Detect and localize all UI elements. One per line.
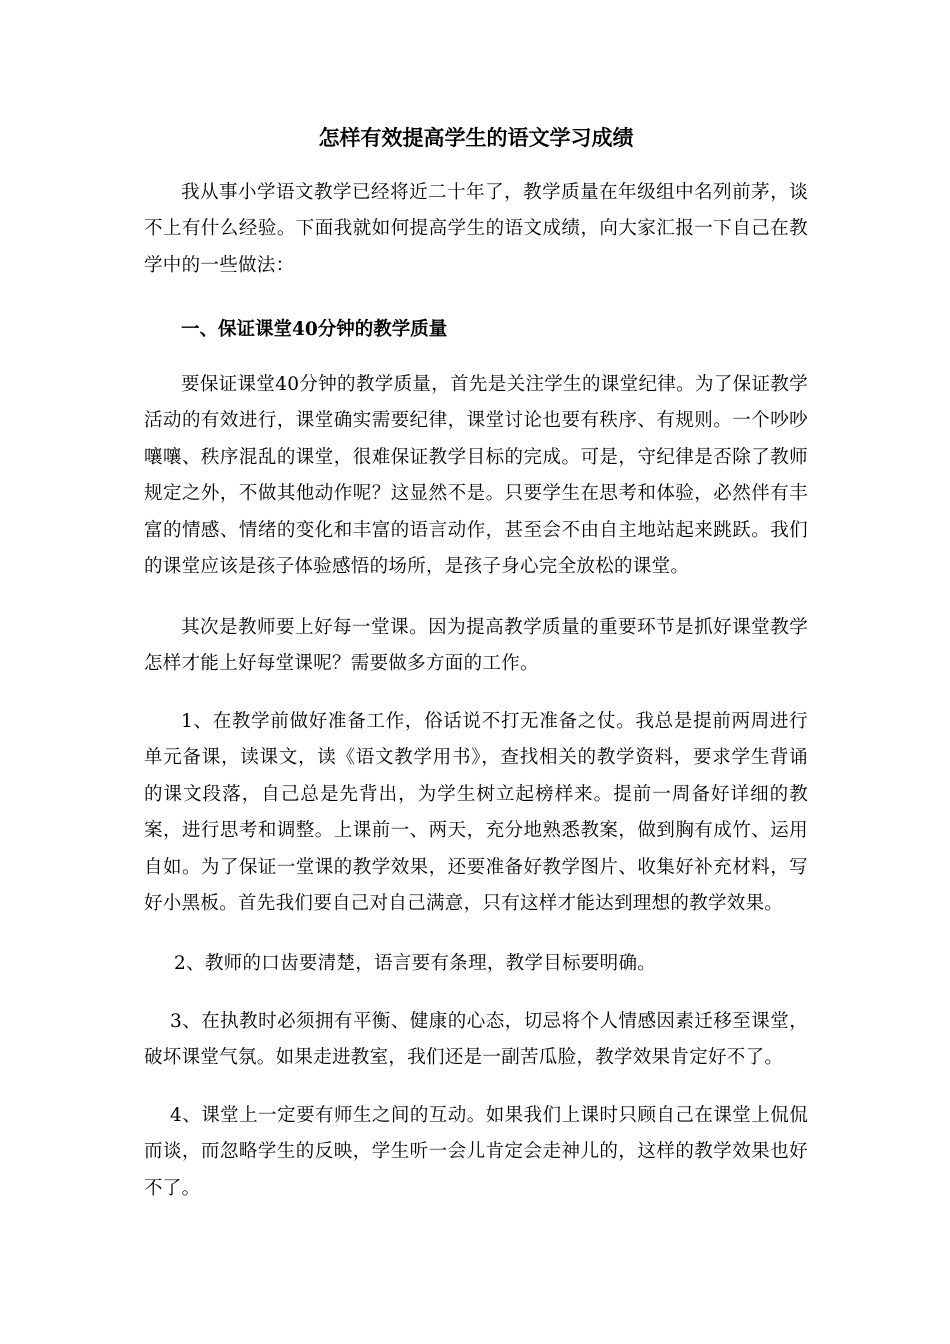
paragraph-item-1: 1、在教学前做好准备工作，俗话说不打无准备之仗。我总是提前两周进行单元备课，读课文，读《语文教学用书》，查找相关的教学资料，要求学生背诵的课文段落，自己总是先背出，为学生树立起榜样来。提前一周备好详细的教案，进行思考和调整。上课前一、两天，充分地熟悉教案，做到胸有成竹、运用自如。为了保证一堂课的教学效果，还要准备好教学图片、收集好补充材料，写好小黑板。首先我们要自己对自己满意，只有这样才能达到理想的教学效果。 [144,711,808,915]
paragraph-every-lesson: 其次是教师要上好每一堂课。因为提高教学质量的重要环节是抓好课堂教学怎样才能上好每堂课呢？需要做多方面的工作。 [144,617,808,675]
paragraph-discipline: 要保证课堂40分钟的教学质量，首先是关注学生的课堂纪律。为了保证教学活动的有效进行，课堂确实需要纪律，课堂讨论也要有秩序、有规则。一个吵吵嚷嚷、秩序混乱的课堂，很难保证教学目标的完成。可是，守纪律是否除了教师规定之外，不做其他动作呢？这显然不是。只要学生在思考和体验，必然伴有丰富的情感、情绪的变化和丰富的语言动作，甚至会不由自主地站起来跳跃。我们的课堂应该是孩子体验感悟的场所，是孩子身心完全放松的课堂。 [144,374,808,578]
section-heading: 一、保证课堂40分钟的教学质量 [181,319,448,340]
paragraph-item-3: 3、在执教时必须拥有平衡、健康的心态，切忌将个人情感因素迁移至课堂，破坏课堂气氛。如果走进教室，我们还是一副苦瓜脸，教学效果肯定好不了。 [144,1011,808,1069]
paragraph-item-4: 4、课堂上一定要有师生之间的互动。如果我们上课时只顾自己在课堂上侃侃而谈，而忽略学生的反映，学生听一会儿肯定会走神儿的，这样的教学效果也好不了。 [144,1105,808,1199]
document-title: 怎样有效提高学生的语文学习成绩 [318,125,634,150]
intro-paragraph: 我从事小学语文教学已经将近二十年了，教学质量在年级组中名列前茅，谈不上有什么经验。下面我就如何提高学生的语文成绩，向大家汇报一下自己在教学中的一些做法： [144,182,808,276]
paragraph-item-2: 2、教师的口齿要清楚，语言要有条理，教学目标要明确。 [174,953,657,974]
